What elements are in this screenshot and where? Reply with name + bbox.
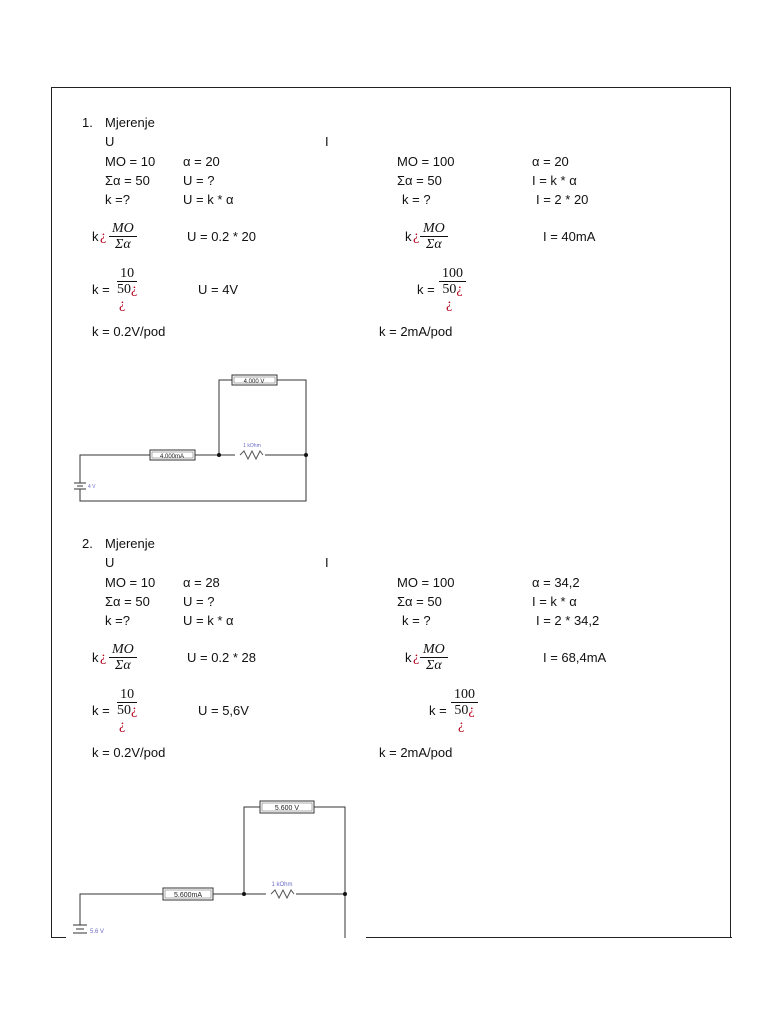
fraction-numerator: MO <box>109 642 137 658</box>
fraction-numerator: 10 <box>117 266 137 282</box>
fraction-denominator <box>451 703 477 718</box>
u-unknown: U = ? <box>183 594 215 609</box>
u-alpha: α = 28 <box>183 575 220 590</box>
i-k-eq: k = <box>417 282 435 297</box>
fraction-denominator <box>114 282 140 297</box>
i-alpha: α = 20 <box>532 154 569 169</box>
u-k-eq: k = <box>92 703 110 718</box>
page-border-bottom-right <box>366 937 732 938</box>
missing-glyph: ¿ <box>119 297 126 312</box>
fraction-numerator: 10 <box>117 687 137 703</box>
resistor-label: 1 kOhm <box>271 882 293 888</box>
fraction-numerator: 100 <box>439 266 466 282</box>
fraction-denominator: Σα <box>115 658 131 673</box>
u-sum: Σα = 50 <box>105 594 150 609</box>
u-calc: U = 0.2 * 28 <box>187 650 257 665</box>
i-k-eq: k = <box>429 703 447 718</box>
i-k-fraction <box>420 642 448 673</box>
i-k-value-fraction <box>451 687 478 718</box>
i-calc: I = 2 * 34,2 <box>536 613 600 628</box>
u-sum: Σα = 50 <box>105 173 150 188</box>
voltmeter-reading: 5.600 V <box>274 805 300 812</box>
voltage-label: U <box>105 555 115 570</box>
fraction-denominator: Σα <box>426 658 442 673</box>
missing-glyph: ¿ <box>100 229 107 244</box>
denominator-value: 50 <box>117 282 131 297</box>
i-k-prefix: k <box>405 229 412 244</box>
junction-dot <box>242 892 246 896</box>
u-alpha: α = 20 <box>183 154 220 169</box>
u-calc: U = 0.2 * 20 <box>187 229 257 244</box>
fraction-denominator: Σα <box>115 237 131 252</box>
junction-dot <box>217 453 221 457</box>
ammeter-reading: 5.600mA <box>173 892 203 899</box>
u-result: U = 4V <box>198 282 239 297</box>
heading-number: 1. <box>82 115 93 130</box>
u-k-value-fraction <box>114 687 140 718</box>
u-mo: MO = 10 <box>105 575 156 590</box>
wire <box>219 380 232 455</box>
i-result: I = 68,4mA <box>543 650 607 665</box>
missing-glyph: ¿ <box>468 703 475 718</box>
missing-glyph: ¿ <box>131 703 138 718</box>
source-label: 4 V <box>88 484 96 490</box>
wire <box>80 455 150 483</box>
circuit-diagram-1 <box>60 365 330 510</box>
u-k-prefix: k <box>92 229 99 244</box>
u-k-fraction <box>109 221 137 252</box>
fraction-numerator: 100 <box>451 687 478 703</box>
fraction-numerator: MO <box>109 221 137 237</box>
fraction-denominator <box>114 703 140 718</box>
resistor <box>271 890 294 898</box>
circuit-diagram-2 <box>60 790 360 938</box>
u-formula: U = k * α <box>183 192 234 207</box>
u-formula: U = k * α <box>183 613 234 628</box>
i-k-value-fraction <box>439 266 466 297</box>
i-k-unknown: k = ? <box>402 192 431 207</box>
junction-dot <box>343 892 347 896</box>
heading-number: 2. <box>82 536 93 551</box>
u-unknown: U = ? <box>183 173 215 188</box>
missing-glyph: ¿ <box>413 650 420 665</box>
wire <box>314 807 345 938</box>
i-k-prefix: k <box>405 650 412 665</box>
resistor <box>240 451 263 459</box>
u-mo: MO = 10 <box>105 154 156 169</box>
u-k-fraction <box>109 642 137 673</box>
current-label: I <box>325 555 329 570</box>
i-alpha: α = 34,2 <box>532 575 580 590</box>
u-k-prefix: k <box>92 650 99 665</box>
i-k-result: k = 2mA/pod <box>379 745 453 760</box>
u-k-result: k = 0.2V/pod <box>92 745 166 760</box>
missing-glyph: ¿ <box>119 718 126 733</box>
fraction-denominator <box>439 282 465 297</box>
heading: Mjerenje <box>105 536 155 551</box>
heading: Mjerenje <box>105 115 155 130</box>
missing-glyph: ¿ <box>413 229 420 244</box>
missing-glyph: ¿ <box>456 282 463 297</box>
denominator-value: 50 <box>117 703 131 718</box>
missing-glyph: ¿ <box>458 718 465 733</box>
fraction-numerator: MO <box>420 221 448 237</box>
i-sum: Σα = 50 <box>397 173 442 188</box>
i-k-result: k = 2mA/pod <box>379 324 453 339</box>
u-result: U = 5,6V <box>198 703 249 718</box>
wire <box>244 807 260 894</box>
i-mo: MO = 100 <box>397 575 455 590</box>
i-formula: I = k * α <box>532 594 577 609</box>
resistor-label: 1 kOhm <box>243 443 261 449</box>
fraction-denominator: Σα <box>426 237 442 252</box>
wire <box>80 380 306 501</box>
voltmeter-reading: 4.000 V <box>243 379 265 385</box>
denominator-value: 50 <box>442 282 457 297</box>
missing-glyph: ¿ <box>446 297 453 312</box>
u-k-value-fraction <box>114 266 140 297</box>
i-k-unknown: k = ? <box>402 613 431 628</box>
u-k-result: k = 0.2V/pod <box>92 324 166 339</box>
u-k-unknown: k =? <box>105 192 130 207</box>
wire <box>80 894 163 925</box>
i-sum: Σα = 50 <box>397 594 442 609</box>
missing-glyph: ¿ <box>131 282 138 297</box>
fraction-numerator: MO <box>420 642 448 658</box>
denominator-value: 50 <box>454 703 469 718</box>
ammeter-reading: 4.000mA <box>159 454 185 460</box>
i-calc: I = 2 * 20 <box>536 192 589 207</box>
junction-dot <box>304 453 308 457</box>
i-formula: I = k * α <box>532 173 577 188</box>
voltage-label: U <box>105 134 115 149</box>
i-k-fraction <box>420 221 448 252</box>
current-label: I <box>325 134 329 149</box>
missing-glyph: ¿ <box>100 650 107 665</box>
u-k-unknown: k =? <box>105 613 130 628</box>
i-result: I = 40mA <box>543 229 596 244</box>
u-k-eq: k = <box>92 282 110 297</box>
i-mo: MO = 100 <box>397 154 455 169</box>
source-label: 5.6 V <box>90 929 105 935</box>
